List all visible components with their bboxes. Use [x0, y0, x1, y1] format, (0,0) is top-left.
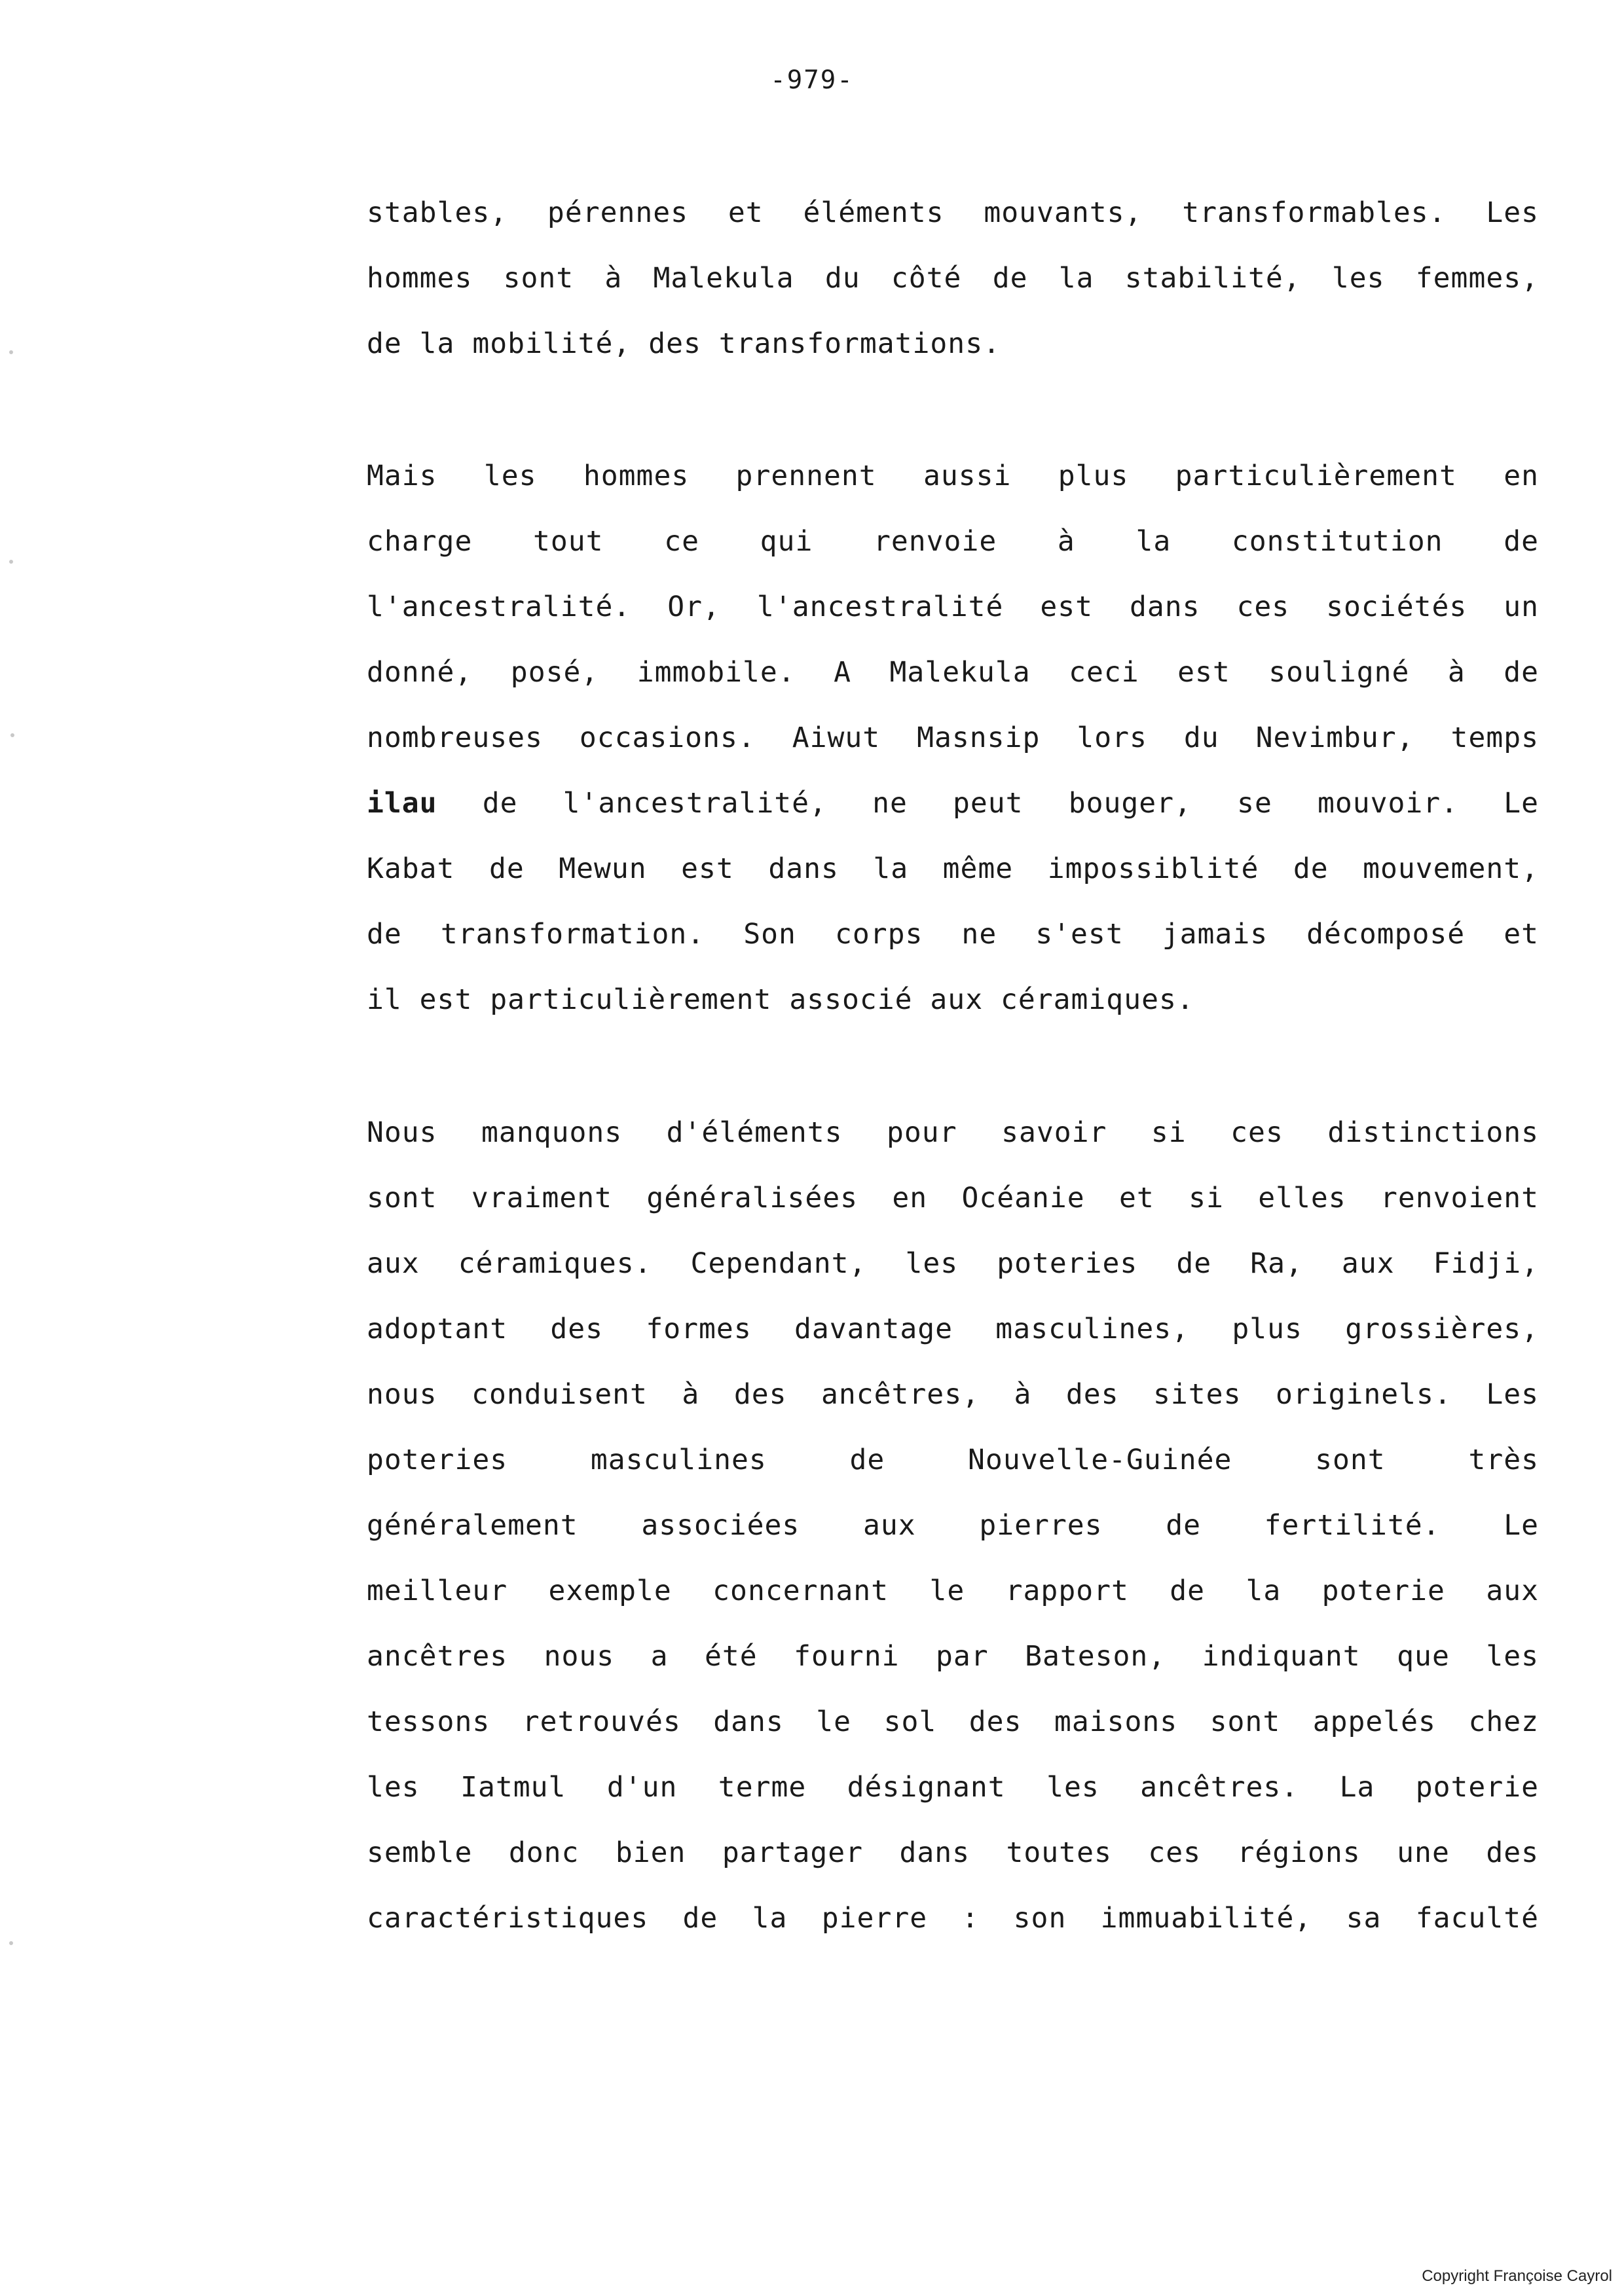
paragraph-line: de transformation. Son corps ne s'est jamais décomposé et: [367, 918, 1539, 951]
bold-term: ilau: [367, 787, 437, 820]
copyright-notice: Copyright Françoise Cayrol: [1422, 2267, 1612, 2285]
paragraph-line: meilleur exemple concernant le rapport de la poterie aux: [367, 1575, 1539, 1607]
paragraph-line: les Iatmul d'un terme désignant les ancêtres. La poterie: [367, 1771, 1539, 1804]
scan-speck: [9, 1941, 13, 1945]
paragraph-line: généralement associées aux pierres de fertilité. Le: [367, 1509, 1539, 1542]
paragraph-line: donné, posé, immobile. A Malekula ceci est souligné à de: [367, 656, 1539, 689]
paragraph-line: il est particulièrement associé aux céramiques.: [367, 983, 1194, 1016]
paragraph-line: adoptant des formes davantage masculines, plus grossières,: [367, 1313, 1539, 1345]
paragraph-line: l'ancestralité. Or, l'ancestralité est dans ces sociétés un: [367, 591, 1539, 623]
scan-speck: [10, 733, 14, 737]
paragraph-line: caractéristiques de la pierre : son immuabilité, sa faculté: [367, 1902, 1539, 1935]
paragraph-line: semble donc bien partager dans toutes ces régions une des: [367, 1836, 1539, 1869]
paragraph-line: sont vraiment généralisées en Océanie et si elles renvoient: [367, 1182, 1539, 1214]
paragraph-line: ancêtres nous a été fourni par Bateson, indiquant que les: [367, 1640, 1539, 1673]
paragraph-line: Nous manquons d'éléments pour savoir si ces distinctions: [367, 1116, 1539, 1149]
scan-speck: [9, 350, 13, 354]
paragraph-line: de la mobilité, des transformations.: [367, 327, 1001, 360]
scan-speck: [9, 560, 13, 564]
paragraph-line: aux céramiques. Cependant, les poteries de Ra, aux Fidji,: [367, 1247, 1539, 1280]
paragraph-line-rest: de l'ancestralité, ne peut bouger, se mouvoir. Le: [482, 787, 1539, 820]
paragraph-line: charge tout ce qui renvoie à la constitution de: [367, 525, 1539, 558]
paragraph-2: [367, 443, 1539, 1032]
paragraph-line-with-bold: [367, 771, 1539, 836]
paragraph-line: tessons retrouvés dans le sol des maisons sont appelés chez: [367, 1705, 1539, 1738]
page-number: -979-: [770, 65, 854, 95]
paragraph-line: stables, pérennes et éléments mouvants, transformables. Les: [367, 196, 1539, 229]
paragraph-line: Kabat de Mewun est dans la même impossiblité de mouvement,: [367, 852, 1539, 885]
paragraph-1: [367, 180, 1539, 376]
paragraph-line: hommes sont à Malekula du côté de la stabilité, les femmes,: [367, 262, 1539, 295]
paragraph-3: [367, 1100, 1539, 1951]
paragraph-line: poteries masculines de Nouvelle-Guinée sont très: [367, 1444, 1539, 1476]
paragraph-line: Mais les hommes prennent aussi plus particulièrement en: [367, 460, 1539, 492]
paragraph-line: nous conduisent à des ancêtres, à des sites originels. Les: [367, 1378, 1539, 1411]
paragraph-line: nombreuses occasions. Aiwut Masnsip lors du Nevimbur, temps: [367, 721, 1539, 754]
